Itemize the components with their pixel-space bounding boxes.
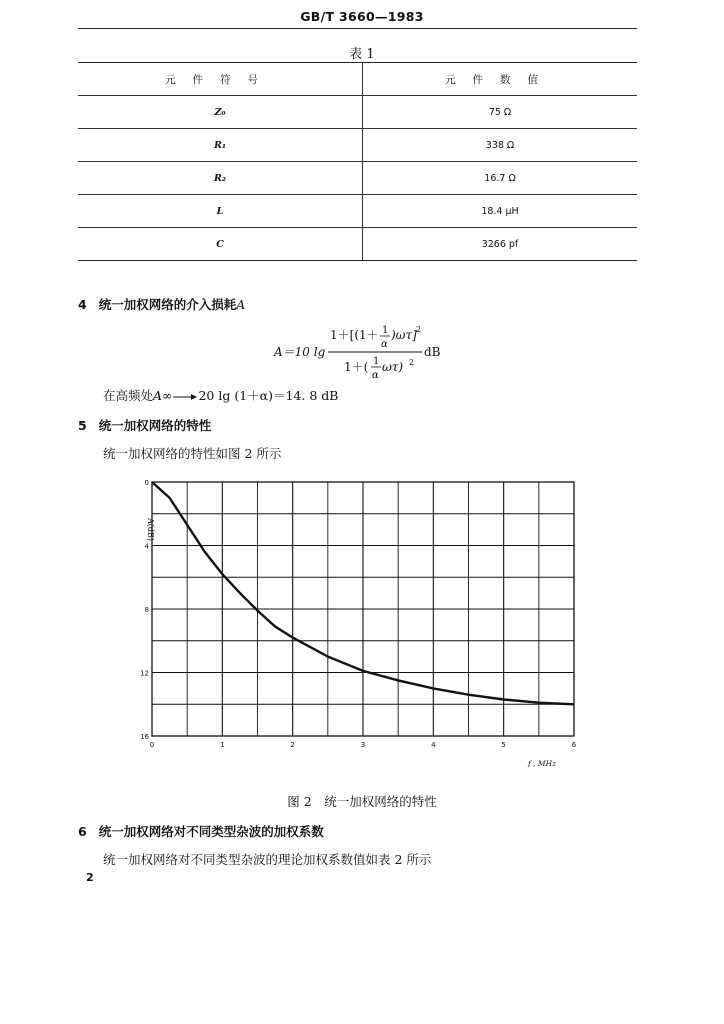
highfreq-rhs: 20 lg (1＋α)＝14. 8 dB bbox=[198, 388, 339, 403]
highfreq-prefix: 在高频处 bbox=[103, 388, 154, 403]
section5-title: 统一加权网络的特性 bbox=[98, 418, 212, 433]
x-tick-label: 1 bbox=[220, 741, 225, 749]
section5-text: 统一加权网络的特性如图 2 所示 bbox=[103, 446, 282, 461]
symbol-cell: Z₀ bbox=[78, 96, 363, 129]
x-tick-label: 0 bbox=[149, 741, 155, 749]
x-tick-label: 3 bbox=[360, 741, 366, 749]
symbol-cell: C bbox=[78, 228, 363, 261]
value-cell: 75 Ω bbox=[363, 96, 638, 129]
section4-heading bbox=[78, 295, 245, 313]
formula-lhs: A＝10 lg bbox=[274, 345, 326, 359]
header-value: 元件数值 bbox=[363, 63, 638, 96]
section4-title-var: A bbox=[236, 297, 246, 312]
header-symbol: 元件符号 bbox=[78, 63, 363, 96]
value-cell: 3266 pf bbox=[363, 228, 638, 261]
formula-num-pre: 1＋[(1＋ bbox=[330, 328, 379, 342]
section6-title: 统一加权网络对不同类型杂波的加权系数 bbox=[98, 824, 324, 839]
y-tick-label: 12 bbox=[140, 669, 149, 678]
table-row bbox=[78, 96, 637, 129]
formula-den-exp: 2 bbox=[409, 358, 415, 367]
highfreq-lhs: A∞ bbox=[153, 388, 173, 403]
formula-num-exp: 2 bbox=[416, 325, 422, 334]
section4-title: 统一加权网络的介入损耗 bbox=[98, 297, 237, 312]
header-rule bbox=[78, 28, 637, 29]
value-cell: 18.4 μH bbox=[363, 195, 638, 228]
section6-heading bbox=[78, 822, 324, 840]
section6-text: 统一加权网络对不同类型杂波的理论加权系数值如表 2 所示 bbox=[103, 852, 432, 867]
x-tick-label: 4 bbox=[431, 741, 436, 749]
y-tick-label: 16 bbox=[140, 733, 149, 741]
symbol-cell: R₁ bbox=[78, 129, 363, 162]
x-tick-label: 2 bbox=[290, 741, 295, 749]
formula-num-frac-num: 1 bbox=[382, 325, 389, 336]
table-header-row bbox=[78, 63, 637, 96]
value-cell: 16.7 Ω bbox=[363, 162, 638, 195]
section6-number: 6 bbox=[78, 824, 87, 839]
x-axis-label: f , MHz bbox=[528, 759, 557, 768]
x-tick-label: 6 bbox=[571, 741, 577, 749]
table-row bbox=[78, 195, 637, 228]
figure2-caption: 图 2 统一加权网络的特性 bbox=[287, 794, 437, 809]
component-table bbox=[78, 62, 637, 261]
weighting-characteristic-chart bbox=[140, 478, 590, 774]
symbol-cell: L bbox=[78, 195, 363, 228]
chart-ticks bbox=[140, 479, 577, 749]
highfreq-line bbox=[103, 386, 338, 404]
page-number: 2 bbox=[86, 871, 94, 884]
y-tick-label: 0 bbox=[144, 479, 149, 487]
arrow-icon bbox=[172, 392, 198, 402]
table1-caption: 表 1 bbox=[349, 47, 375, 62]
value-cell: 338 Ω bbox=[363, 129, 638, 162]
formula-unit: dB bbox=[424, 345, 441, 359]
formula-den-frac-den: α bbox=[372, 370, 379, 381]
symbol-cell: R₂ bbox=[78, 162, 363, 195]
table-row bbox=[78, 228, 637, 261]
insertion-loss-formula bbox=[270, 320, 450, 382]
section5-heading bbox=[78, 416, 211, 434]
formula-den-frac-num: 1 bbox=[373, 356, 380, 367]
y-tick-label: 8 bbox=[144, 606, 149, 614]
formula-num-frac-den: α bbox=[381, 339, 388, 350]
section5-number: 5 bbox=[78, 418, 87, 433]
x-tick-label: 5 bbox=[501, 741, 506, 749]
formula-num-post: )ωτ] bbox=[391, 328, 417, 342]
table-row bbox=[78, 162, 637, 195]
y-axis-label: A(dB) bbox=[146, 518, 155, 542]
chart-grid bbox=[152, 482, 574, 736]
formula-den-post: ωτ) bbox=[382, 360, 404, 374]
y-tick-label: 4 bbox=[144, 542, 149, 551]
table-row bbox=[78, 129, 637, 162]
section4-number: 4 bbox=[78, 297, 87, 312]
formula-den-pre: 1＋( bbox=[344, 360, 369, 374]
standard-code: GB/T 3660—1983 bbox=[300, 9, 424, 24]
